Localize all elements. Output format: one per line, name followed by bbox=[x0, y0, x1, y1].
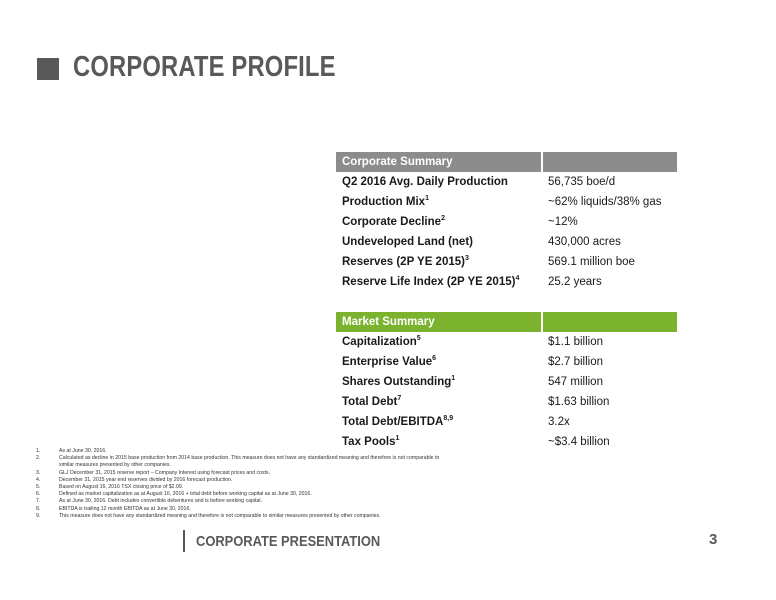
corporate-summary-row bbox=[336, 272, 677, 292]
corporate-summary-header-row bbox=[336, 152, 677, 172]
page-title: CORPORATE PROFILE bbox=[73, 51, 336, 83]
corporate-summary-value: 569.1 million boe bbox=[548, 256, 635, 268]
corporate-summary-label-text: Undeveloped Land (net) bbox=[342, 236, 473, 248]
corporate-summary-value: 25.2 years bbox=[548, 276, 602, 288]
corporate-summary-label-text: Reserve Life Index (2P YE 2015) bbox=[342, 276, 516, 288]
market-summary-footnote-ref: 8,9 bbox=[443, 415, 454, 423]
market-summary-label bbox=[336, 332, 542, 352]
corporate-summary-label-text: Q2 2016 Avg. Daily Production bbox=[342, 176, 508, 188]
footnote-number: 2. bbox=[36, 455, 41, 462]
footnote-number: 6. bbox=[36, 491, 41, 498]
market-summary-footnote-ref: 5 bbox=[416, 335, 421, 343]
footnote-number: 1. bbox=[36, 448, 41, 454]
footnote-item bbox=[36, 491, 446, 498]
market-summary-value: 3.2x bbox=[548, 416, 570, 428]
footnote-item bbox=[36, 513, 446, 520]
market-summary-label-text: Tax Pools bbox=[342, 436, 396, 448]
corporate-summary-label bbox=[336, 252, 542, 272]
corporate-summary-table bbox=[336, 152, 677, 292]
title-square-icon bbox=[37, 58, 59, 80]
market-summary-value: ~$3.4 billion bbox=[548, 436, 610, 448]
footnote-item bbox=[36, 498, 446, 505]
corporate-summary-value: 430,000 acres bbox=[548, 236, 621, 248]
market-summary-header-blank bbox=[542, 312, 677, 332]
footnote-number: 7. bbox=[36, 498, 41, 505]
corporate-summary-value: ~12% bbox=[548, 216, 578, 228]
footnote-text: This measure does not have any standardized meaning and therefore is not comparable to similar measures presented by other companies. bbox=[59, 512, 381, 519]
market-summary-footnote-ref: 1 bbox=[451, 375, 456, 383]
footnote-item bbox=[36, 470, 446, 477]
footnote-text: As at June 30, 2016. Debt includes convertible debentures and is before working capital. bbox=[59, 498, 263, 505]
corporate-summary-footnote-ref: 3 bbox=[464, 255, 469, 263]
corporate-summary-label bbox=[336, 232, 542, 252]
market-summary-row bbox=[336, 372, 677, 392]
corporate-summary-footnote-ref: 2 bbox=[441, 215, 445, 223]
corporate-summary-footnote-ref: 4 bbox=[515, 275, 520, 283]
corporate-summary-label bbox=[336, 272, 542, 292]
footer-label: CORPORATE PRESENTATION bbox=[196, 533, 381, 550]
corporate-summary-row bbox=[336, 252, 677, 272]
market-summary-value: 547 million bbox=[548, 376, 603, 388]
footnote-item bbox=[36, 506, 446, 513]
market-summary-row bbox=[336, 412, 677, 432]
footnote-item bbox=[36, 455, 446, 469]
corporate-summary-header: Corporate Summary bbox=[336, 152, 542, 172]
corporate-summary-header-blank bbox=[542, 152, 677, 172]
market-summary-header-row bbox=[336, 312, 677, 332]
market-summary-value: $1.1 billion bbox=[548, 336, 603, 348]
footnote-item bbox=[36, 477, 446, 484]
market-summary-label-text: Capitalization bbox=[342, 336, 417, 348]
market-summary-footnote-ref: 6 bbox=[432, 355, 437, 363]
market-summary-value: $2.7 billion bbox=[548, 356, 603, 368]
corporate-summary-row bbox=[336, 232, 677, 252]
footnote-text: Based on August 16, 2016 TSX closing price of $2.09. bbox=[59, 484, 184, 491]
footnote-text: GLJ December 31, 2015 reserve report – Company Interest using forecast prices and costs. bbox=[59, 469, 271, 476]
corporate-summary-label-text: Corporate Decline bbox=[342, 216, 442, 228]
footnote-number: 5. bbox=[36, 484, 41, 491]
market-summary-row bbox=[336, 332, 677, 352]
footnote-text: Defined as market capitalization as at August 16, 2016 + total debt before working capital as at June 30, 2016. bbox=[59, 491, 312, 498]
footnote-number: 3. bbox=[36, 469, 41, 476]
market-summary-label-text: Enterprise Value bbox=[342, 356, 433, 368]
corporate-summary-label bbox=[336, 212, 542, 232]
market-summary-value: $1.63 billion bbox=[548, 396, 610, 408]
market-summary-label-text: Total Debt/EBITDA bbox=[342, 416, 444, 428]
market-summary-label-text: Total Debt bbox=[342, 396, 398, 408]
footnote-number: 8. bbox=[36, 505, 41, 512]
market-summary-footnote-ref: 7 bbox=[397, 395, 402, 403]
corporate-summary-value: 56,735 boe/d bbox=[548, 176, 616, 188]
footnotes bbox=[36, 448, 446, 520]
footnote-text: As at June 30, 2016. bbox=[59, 448, 107, 454]
footnote-number: 4. bbox=[36, 476, 41, 483]
market-summary-row bbox=[336, 352, 677, 372]
footer-divider bbox=[183, 530, 185, 552]
page-number: 3 bbox=[709, 531, 718, 548]
footnote-item bbox=[36, 484, 446, 491]
corporate-summary-row bbox=[336, 192, 677, 212]
market-summary-label-text: Shares Outstanding bbox=[342, 376, 452, 388]
market-summary-row bbox=[336, 392, 677, 412]
footnote-text: December 31, 2015 year end reserves divided by 2016 forecast production. bbox=[59, 476, 233, 483]
market-summary-label bbox=[336, 352, 542, 372]
corporate-summary-row bbox=[336, 172, 677, 192]
market-summary-header: Market Summary bbox=[336, 312, 542, 332]
footnote-text: Calculated as decline in 2015 base production from 2014 base production. This measure does not have any standardized meaning and therefore is not comparable to similar measures presented by other companies. bbox=[59, 455, 440, 469]
market-summary-table bbox=[336, 312, 677, 452]
corporate-summary-label bbox=[336, 192, 542, 212]
corporate-summary-value: ~62% liquids/38% gas bbox=[548, 196, 662, 208]
footnote-text: EBITDA is trailing 12 month EBITDA as at June 30, 2016. bbox=[59, 505, 191, 512]
footnote-number: 9. bbox=[36, 512, 41, 519]
corporate-summary-footnote-ref: 1 bbox=[425, 195, 429, 203]
market-summary-label bbox=[336, 372, 542, 392]
corporate-summary-label-text: Reserves (2P YE 2015) bbox=[342, 256, 465, 268]
market-summary-label bbox=[336, 392, 542, 412]
market-summary-label bbox=[336, 412, 542, 432]
footnote-item bbox=[36, 448, 446, 455]
corporate-summary-label bbox=[336, 172, 542, 192]
corporate-summary-label-text: Production Mix bbox=[342, 196, 426, 208]
market-summary-footnote-ref: 1 bbox=[395, 435, 400, 443]
corporate-summary-row bbox=[336, 212, 677, 232]
